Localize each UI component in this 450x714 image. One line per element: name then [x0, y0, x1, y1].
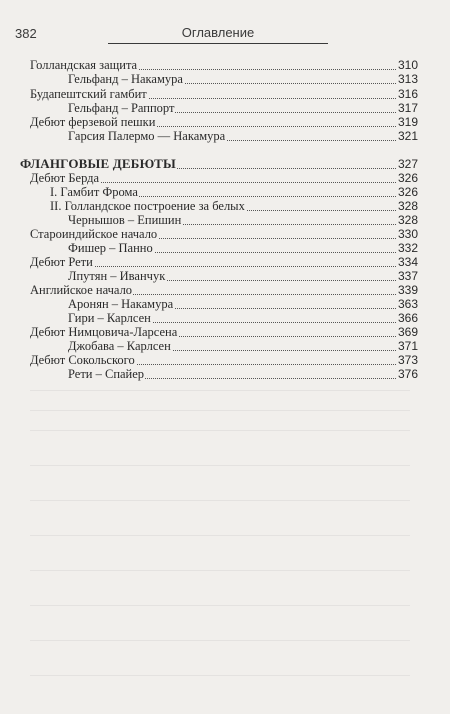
- toc-entry-page: 328: [397, 199, 418, 213]
- toc-entry: [30, 115, 418, 129]
- toc-entry: [50, 199, 418, 213]
- toc-entry-page: 317: [397, 101, 418, 115]
- toc-section-entry: [20, 157, 418, 171]
- toc-entry-page: 376: [397, 367, 418, 381]
- toc-entry: [50, 185, 418, 199]
- toc-entry-title: Английское начало: [30, 283, 133, 297]
- toc-entry-title: Дебют Сокольского: [30, 353, 135, 367]
- toc-entry: [30, 58, 418, 72]
- toc-entry-title: I. Гамбит Фрома: [50, 185, 138, 199]
- toc-entry-title: Гарсия Палермо — Накамура: [68, 129, 226, 143]
- toc-entry: [68, 339, 418, 353]
- toc-entry-title: Фишер – Панно: [68, 241, 153, 255]
- toc-entry: [30, 353, 418, 367]
- toc-entry: [68, 367, 418, 381]
- toc-entry-page: 334: [397, 255, 418, 269]
- toc-entry-title: Рети – Спайер: [68, 367, 145, 381]
- toc-entry-page: 326: [397, 171, 418, 185]
- toc-entry: [30, 171, 418, 185]
- toc-entry-page: 363: [397, 297, 418, 311]
- toc-entry-title: Голландская защита: [30, 58, 138, 72]
- toc-entry-title: Гельфанд – Накамура: [68, 72, 183, 86]
- toc-entry-page: 371: [397, 339, 418, 353]
- toc-entry-title: Лпутян – Иванчук: [68, 269, 166, 283]
- toc-entry-title: Гири – Карлсен: [68, 311, 151, 325]
- toc-entry-title: Джобава – Карлсен: [68, 339, 171, 353]
- page-number: 382: [15, 26, 37, 41]
- toc-entry-page: 366: [397, 311, 418, 325]
- toc-entry-title: Будапештский гамбит: [30, 87, 147, 101]
- toc-entry-title: Дебют Рети: [30, 255, 93, 269]
- toc-entry-page: 330: [397, 227, 418, 241]
- toc-entry-title: Староиндийское начало: [30, 227, 158, 241]
- toc-entry-title: Дебют ферзевой пешки: [30, 115, 156, 129]
- running-head-title: Оглавление: [181, 25, 255, 40]
- toc-entry-page: 369: [397, 325, 418, 339]
- toc-entry-title: Гельфанд – Раппорт: [68, 101, 175, 115]
- toc-entry: [30, 227, 418, 241]
- toc-entry-title: Чернышов – Епишин: [68, 213, 182, 227]
- section-title: ФЛАНГОВЫЕ ДЕБЮТЫ: [20, 156, 176, 171]
- toc-entry-page: 310: [397, 58, 418, 72]
- toc-entry-title: Дебют Нимцовича-Ларсена: [30, 325, 178, 339]
- toc-entry-page: 339: [397, 283, 418, 297]
- toc-entry-title: II. Голландское построение за белых: [50, 199, 245, 213]
- toc-entry: [68, 269, 418, 283]
- toc-entry-page: 337: [397, 269, 418, 283]
- toc-entry: [30, 283, 418, 297]
- toc-entry: [68, 311, 418, 325]
- toc-entry-page: 319: [397, 115, 418, 129]
- toc-entry: [68, 241, 418, 255]
- toc-entry: [68, 101, 418, 115]
- toc-entry: [68, 297, 418, 311]
- toc-entry-title: Аронян – Накамура: [68, 297, 174, 311]
- toc-entry-page: 373: [397, 353, 418, 367]
- toc-entry: [30, 325, 418, 339]
- toc-entry-page: 328: [397, 213, 418, 227]
- toc-entry-page: 321: [397, 129, 418, 143]
- toc-entry-page: 326: [397, 185, 418, 199]
- toc-entry: [68, 72, 418, 86]
- toc-entry: [68, 129, 418, 143]
- toc-entry-page: 313: [397, 72, 418, 86]
- toc-entry-page: 327: [397, 157, 418, 171]
- toc-entry: [68, 213, 418, 227]
- toc-entry-title: Дебют Берда: [30, 171, 100, 185]
- toc-entry-page: 316: [397, 87, 418, 101]
- toc-entry: [30, 255, 418, 269]
- toc-entry: [30, 87, 418, 101]
- toc-entry-page: 332: [397, 241, 418, 255]
